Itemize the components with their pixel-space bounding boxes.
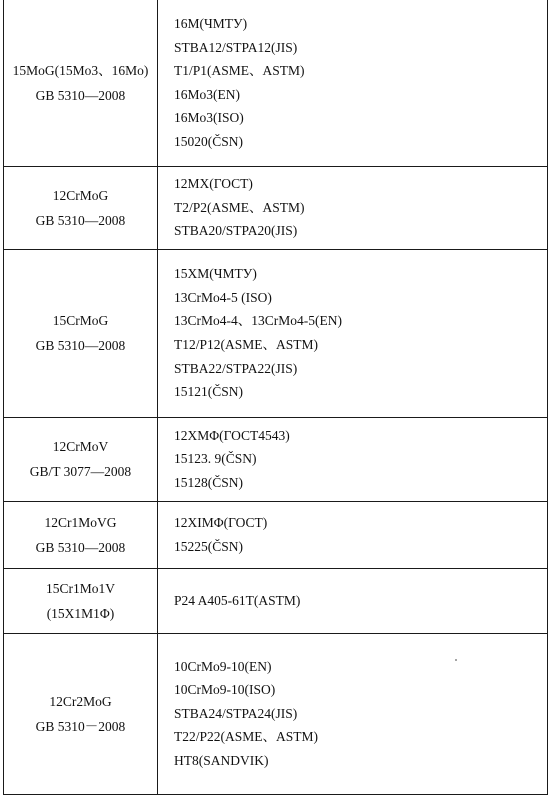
grade-line: 12CrMoV — [52, 439, 109, 454]
equivalent-grade: T12/P12(ASME、ASTM) — [174, 337, 319, 352]
equivalent-grade: 15XM(ЧМТУ) — [174, 266, 257, 282]
grade-line: 15CrMoG — [52, 313, 109, 328]
table-row — [4, 568, 548, 633]
equivalent-grade: 10CrMo9-10(EN) — [174, 658, 272, 674]
equivalent-grade: T2/P2(ASME、ASTM) — [174, 199, 305, 215]
equivalent-grade: 15123. 9(ČSN) — [174, 451, 257, 467]
grade-line: GB 5310—2008 — [35, 212, 126, 228]
table-body — [4, 0, 548, 794]
grade-line: GB 5310－2008 — [35, 718, 126, 734]
equivalent-grade: T22/P22(ASME、ASTM) — [174, 729, 319, 745]
grade-cell — [4, 249, 158, 417]
equivalent-grade: P24 A405-61T(ASTM) — [174, 592, 301, 608]
grade-line: GB 5310—2008 — [35, 87, 126, 103]
equivalents-cell — [158, 501, 548, 568]
grade-line: GB 5310—2008 — [35, 338, 126, 353]
equivalent-grade: STBA20/STPA20(JIS) — [174, 223, 298, 239]
equivalent-grade: STBA22/STPA22(JIS) — [174, 360, 298, 376]
steel-grade-equivalents-table — [3, 0, 548, 795]
equivalent-grade: 16Mo3(EN) — [174, 86, 240, 102]
equivalent-grade: 13CrMo4-4、13CrMo4-5(EN) — [174, 313, 342, 329]
grade-line: 12Cr1MoVG — [44, 514, 117, 530]
table-row — [4, 417, 548, 501]
grade-line: 15Cr1Mo1V — [45, 580, 115, 596]
grade-cell — [4, 417, 158, 501]
equivalent-grade: 12XMΦ(ГОСТ4543) — [174, 427, 290, 443]
grade-line: 15MoG(15Mo3、16Mo) — [12, 62, 149, 78]
equivalent-grade: 15128(ČSN) — [174, 474, 244, 490]
table-row — [4, 166, 548, 249]
equivalent-grade: 12MX(ГОСТ) — [174, 176, 253, 192]
scan-speck — [455, 659, 457, 661]
table-row — [4, 633, 548, 794]
grade-line: 12Cr2MoG — [49, 693, 112, 709]
grade-cell — [4, 501, 158, 568]
equivalents-cell — [158, 633, 548, 794]
grade-cell — [4, 568, 158, 633]
grade-cell — [4, 166, 158, 249]
equivalent-grade: 16Mo3(ISO) — [174, 110, 244, 126]
equivalent-grade: HT8(SANDVIK) — [174, 752, 269, 768]
equivalent-grade: 15225(ČSN) — [174, 538, 244, 554]
equivalent-grade: 12XIMΦ(ГОСТ) — [174, 514, 268, 530]
equivalents-cell — [158, 249, 548, 417]
equivalent-grade: 15121(ČSN) — [174, 384, 244, 400]
equivalent-grade: 13CrMo4-5 (ISO) — [174, 289, 272, 305]
equivalents-cell — [158, 166, 548, 249]
grade-cell — [4, 633, 158, 794]
grade-line: GB 5310—2008 — [35, 539, 126, 555]
equivalent-grade: 16M(ЧМТУ) — [174, 15, 248, 31]
equivalents-cell — [158, 0, 548, 166]
equivalent-grade: 15020(ČSN) — [174, 133, 244, 149]
table-row — [4, 249, 548, 417]
equivalents-cell — [158, 417, 548, 501]
table-row — [4, 501, 548, 568]
equivalent-grade: STBA12/STPA12(JIS) — [174, 39, 298, 55]
grade-line: (15X1M1Φ) — [46, 605, 115, 621]
grade-line: GB/T 3077—2008 — [29, 464, 132, 479]
grade-line: 12CrMoG — [52, 187, 109, 203]
equivalent-grade: 10CrMo9-10(ISO) — [174, 682, 276, 698]
equivalent-grade: STBA24/STPA24(JIS) — [174, 705, 298, 721]
equivalents-cell — [158, 568, 548, 633]
equivalent-grade: T1/P1(ASME、ASTM) — [174, 63, 305, 79]
grade-cell — [4, 0, 158, 166]
table-row — [4, 0, 548, 166]
